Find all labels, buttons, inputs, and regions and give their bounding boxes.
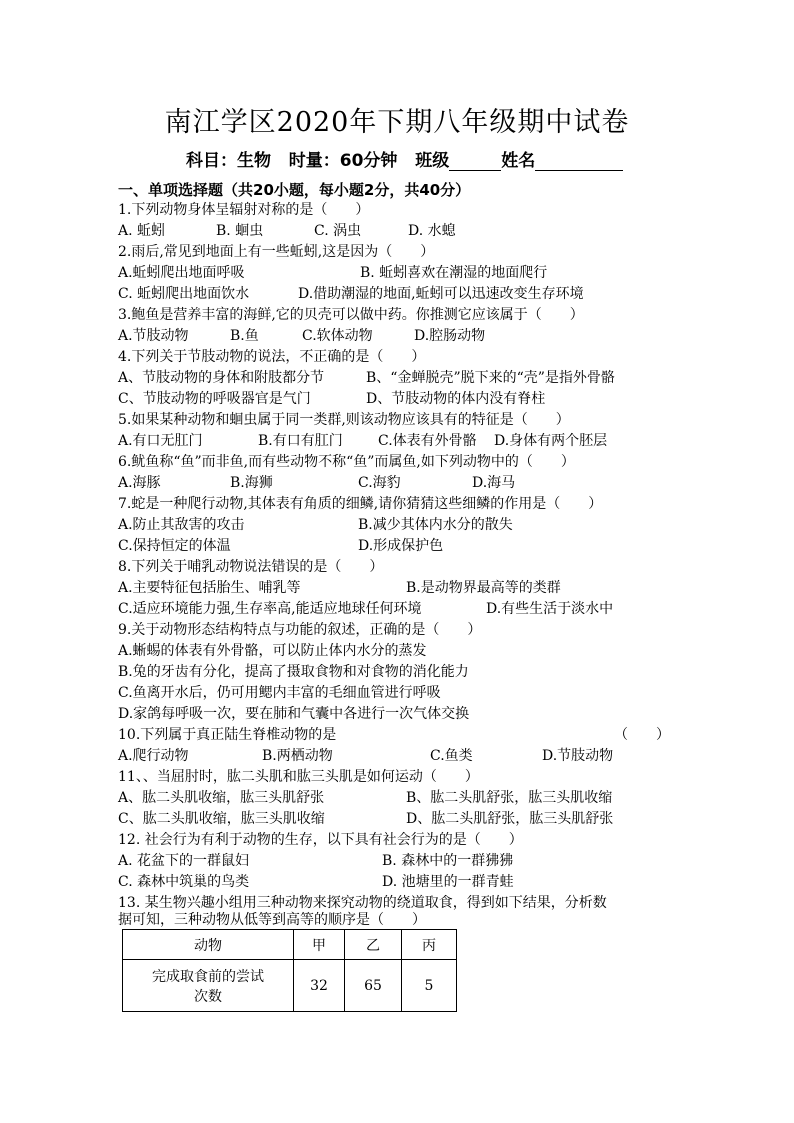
table-header-cell: 甲 <box>294 930 345 960</box>
option-d: D、肱二头肌舒张，肱三头肌舒张 <box>406 811 614 827</box>
table-row <box>123 960 457 1012</box>
option-c: C.鱼离开水后，仍可用鳃内丰富的毛细血管进行呼吸 <box>118 685 441 701</box>
option-a: A. 花盆下的一群鼠妇 <box>118 853 250 869</box>
option-c: C.鱼类 <box>430 748 473 764</box>
option-a: A.防止其敌害的攻击 <box>118 517 245 533</box>
option-a: A.海豚 <box>118 475 161 491</box>
answer-paren: （ ） <box>614 727 670 743</box>
table-cell: 32 <box>294 960 345 1012</box>
section-heading: 一、单项选择题（共20小题，每小题2分，共40分） <box>118 181 471 199</box>
page-title: 南江学区2020年下期八年级期中试卷 <box>164 107 630 138</box>
table-cell: 5 <box>402 960 457 1012</box>
question-12: 12. 社会行为有利于动物的生存，以下具有社会行为的是（ ） <box>118 832 523 848</box>
option-a: A.主要特征包括胎生、哺乳等 <box>118 580 301 596</box>
question-10: 10.下列属于真正陆生脊椎动物的是 <box>118 727 337 743</box>
option-d: D.借助潮湿的地面,蚯蚓可以迅速改变生存环境 <box>298 286 584 302</box>
option-c: C.保持恒定的体温 <box>118 538 231 554</box>
option-c: C、节肢动物的呼吸器官是气门 <box>118 391 311 407</box>
question-3: 3.鲍鱼是营养丰富的海鲜,它的贝壳可以做中药。你推测它应该属于（ ） <box>118 307 584 323</box>
question-7: 7.蛇是一种爬行动物,其体表有角质的细鳞,请你猜猜这些细鳞的作用是（ ） <box>118 496 603 512</box>
table-header-row <box>123 930 457 960</box>
option-a: A、节肢动物的身体和附肢都分节 <box>118 370 325 386</box>
option-d: D. 水螅 <box>408 223 456 239</box>
option-b: B、肱二头肌舒张，肱三头肌收缩 <box>406 790 613 806</box>
table-row-label <box>123 960 294 1012</box>
question-8: 8.下列关于哺乳动物说法错误的是（ ） <box>118 559 384 575</box>
option-c: C. 涡虫 <box>314 223 362 239</box>
question-5: 5.如果某种动物和蛔虫属于同一类群,则该动物应该具有的特征是（ ） <box>118 412 570 428</box>
option-b: B. 森林中的一群狒狒 <box>382 853 514 869</box>
option-c: C、肱二头肌收缩，肱三头肌收缩 <box>118 811 325 827</box>
option-b: B.兔的牙齿有分化，提高了摄取食物和对食物的消化能力 <box>118 664 469 680</box>
option-a: A.有口无肛门 <box>118 433 203 449</box>
option-b: B.是动物界最高等的类群 <box>406 580 561 596</box>
class-blank <box>449 152 501 171</box>
option-a: A.蚯蚓爬出地面呼吸 <box>118 265 245 281</box>
data-table <box>122 929 457 1012</box>
option-a: A. 蚯蚓 <box>118 223 166 239</box>
option-c: C. 森林中筑巢的鸟类 <box>118 874 250 890</box>
row-label-line-1: 完成取食前的尝试 <box>152 968 264 985</box>
question-11: 11、、当屈肘时，肱二头肌和肱三头肌是如何运动（ ） <box>118 769 479 785</box>
option-d: D.家鸽每呼吸一次，要在肺和气囊中各进行一次气体交换 <box>118 706 470 722</box>
question-13-cont: 据可知，三种动物从低等到高等的顺序是（ ） <box>118 912 426 928</box>
exam-meta <box>186 146 623 171</box>
option-b: B. 蛔虫 <box>216 223 264 239</box>
option-b: B.有口有肛门 <box>258 433 343 449</box>
option-d: D. 池塘里的一群青蛙 <box>382 874 514 890</box>
subject-label: 科目：生物 <box>186 151 271 171</box>
option-b: B、“金蝉脱壳”脱下来的“壳”是指外骨骼 <box>366 370 615 386</box>
table-header-cell: 乙 <box>345 930 402 960</box>
name-blank <box>535 152 623 171</box>
option-c: C.适应环境能力强,生存率高,能适应地球任何环境 <box>118 601 422 617</box>
option-b: B.鱼 <box>230 328 259 344</box>
option-a: A.蜥蜴的体表有外骨骼，可以防止体内水分的蒸发 <box>118 643 427 659</box>
question-6: 6.鱿鱼称“鱼”而非鱼,而有些动物不称“鱼”而属鱼,如下列动物中的（ ） <box>118 454 575 470</box>
option-b: B.海狮 <box>230 475 273 491</box>
name-label: 姓名 <box>501 151 536 171</box>
class-label: 班级 <box>415 151 450 171</box>
option-c: C. 蚯蚓爬出地面饮水 <box>118 286 250 302</box>
option-d: D.身体有两个胚层 <box>494 433 608 449</box>
option-d: D.有些生活于淡水中 <box>486 601 614 617</box>
table-cell: 65 <box>345 960 402 1012</box>
option-c: C.软体动物 <box>302 328 373 344</box>
table-header-cell: 动物 <box>123 930 294 960</box>
option-c: C.体表有外骨骼 <box>378 433 477 449</box>
option-b: B. 蚯蚓喜欢在潮湿的地面爬行 <box>360 265 548 281</box>
question-13: 13. 某生物兴趣小组用三种动物来探究动物的绕道取食，得到如下结果，分析数 <box>118 895 607 911</box>
row-label-line-2: 次数 <box>194 988 222 1005</box>
option-d: D.海马 <box>472 475 516 491</box>
time-label: 时量：60分钟 <box>288 151 398 171</box>
option-a: A.爬行动物 <box>118 748 189 764</box>
question-1: 1.下列动物身体呈辐射对称的是（ ） <box>118 202 370 218</box>
table-header-cell: 丙 <box>402 930 457 960</box>
option-b: B.两栖动物 <box>262 748 333 764</box>
question-9: 9.关于动物形态结构特点与功能的叙述，正确的是（ ） <box>118 622 482 638</box>
option-c: C.海豹 <box>358 475 401 491</box>
option-a: A、肱二头肌收缩，肱三头肌舒张 <box>118 790 325 806</box>
option-d: D.腔肠动物 <box>414 328 486 344</box>
option-d: D.节肢动物 <box>542 748 614 764</box>
option-a: A.节肢动物 <box>118 328 189 344</box>
question-2: 2.雨后,常见到地面上有一些蚯蚓,这是因为（ ） <box>118 244 435 260</box>
option-b: B.减少其体内水分的散失 <box>358 517 513 533</box>
option-d: D、节肢动物的体内没有脊柱 <box>366 391 546 407</box>
option-d: D.形成保护色 <box>358 538 444 554</box>
question-4: 4.下列关于节肢动物的说法，不正确的是（ ） <box>118 349 426 365</box>
